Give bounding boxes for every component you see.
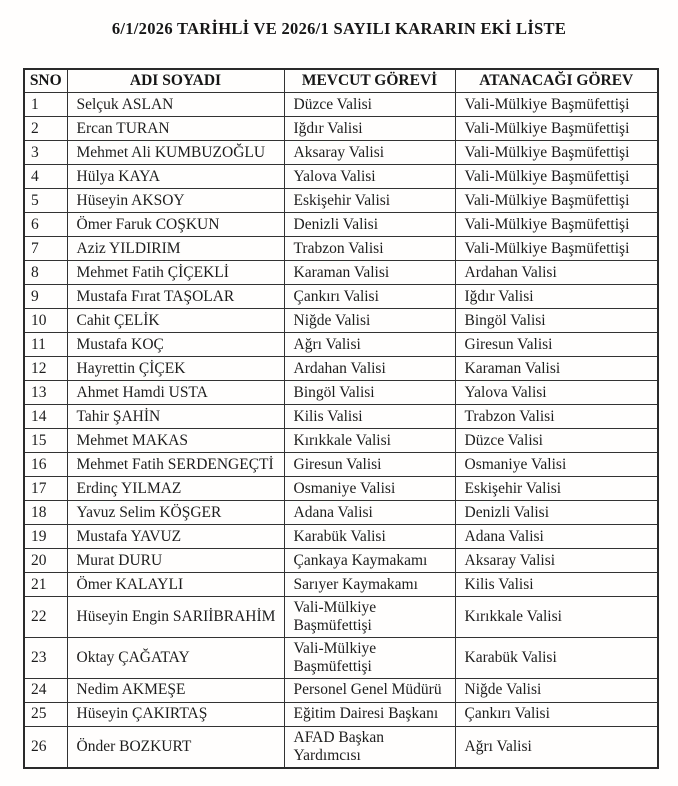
- current-role-cell: Yalova Valisi: [284, 165, 455, 189]
- sno-cell: 22: [24, 597, 67, 638]
- current-role-cell: Ardahan Valisi: [284, 357, 455, 381]
- table-row: [24, 678, 658, 702]
- table-row: [24, 213, 658, 237]
- new-role-cell: Niğde Valisi: [455, 678, 658, 702]
- current-role-cell: Iğdır Valisi: [284, 117, 455, 141]
- current-role-cell: Adana Valisi: [284, 501, 455, 525]
- name-cell: Yavuz Selim KÖŞGER: [67, 501, 284, 525]
- table-row: [24, 726, 658, 767]
- new-role-cell: Ardahan Valisi: [455, 261, 658, 285]
- name-cell: Mehmet Fatih ÇİÇEKLİ: [67, 261, 284, 285]
- name-cell: Önder BOZKURT: [67, 726, 284, 767]
- table-row: [24, 237, 658, 261]
- new-role-cell: Vali-Mülkiye Başmüfettişi: [455, 117, 658, 141]
- name-cell: Ahmet Hamdi USTA: [67, 381, 284, 405]
- table-row: [24, 525, 658, 549]
- table-row: [24, 429, 658, 453]
- current-role-cell: Kırıkkale Valisi: [284, 429, 455, 453]
- new-role-cell: Vali-Mülkiye Başmüfettişi: [455, 213, 658, 237]
- name-cell: Tahir ŞAHİN: [67, 405, 284, 429]
- table-row: [24, 381, 658, 405]
- new-role-cell: Osmaniye Valisi: [455, 453, 658, 477]
- new-role-cell: Kilis Valisi: [455, 573, 658, 597]
- name-cell: Ömer Faruk COŞKUN: [67, 213, 284, 237]
- sno-cell: 15: [24, 429, 67, 453]
- current-role-cell: Aksaray Valisi: [284, 141, 455, 165]
- new-role-cell: Vali-Mülkiye Başmüfettişi: [455, 237, 658, 261]
- name-cell: Aziz YILDIRIM: [67, 237, 284, 261]
- table-row: [24, 285, 658, 309]
- name-cell: Erdinç YILMAZ: [67, 477, 284, 501]
- name-cell: Murat DURU: [67, 549, 284, 573]
- sno-cell: 6: [24, 213, 67, 237]
- table-row: [24, 141, 658, 165]
- sno-cell: 25: [24, 702, 67, 726]
- new-role-cell: Vali-Mülkiye Başmüfettişi: [455, 93, 658, 117]
- current-role-cell: Trabzon Valisi: [284, 237, 455, 261]
- sno-cell: 7: [24, 237, 67, 261]
- current-role-cell: Ağrı Valisi: [284, 333, 455, 357]
- column-header-new-role: ATANACAĞI GÖREV: [455, 69, 658, 93]
- page-title: 6/1/2026 TARİHLİ VE 2026/1 SAYILI KARARIN EKİ LİSTE: [111, 19, 567, 38]
- new-role-cell: Adana Valisi: [455, 525, 658, 549]
- name-cell: Mustafa KOÇ: [67, 333, 284, 357]
- current-role-cell: Düzce Valisi: [284, 93, 455, 117]
- sno-cell: 5: [24, 189, 67, 213]
- current-role-cell: Karabük Valisi: [284, 525, 455, 549]
- name-cell: Mehmet Ali KUMBUZOĞLU: [67, 141, 284, 165]
- name-cell: Mustafa YAVUZ: [67, 525, 284, 549]
- current-role-cell: Kilis Valisi: [284, 405, 455, 429]
- new-role-cell: Vali-Mülkiye Başmüfettişi: [455, 189, 658, 213]
- new-role-cell: Çankırı Valisi: [455, 702, 658, 726]
- table-row: [24, 405, 658, 429]
- name-cell: Mustafa Fırat TAŞOLAR: [67, 285, 284, 309]
- current-role-cell: Çankırı Valisi: [284, 285, 455, 309]
- current-role-cell: Denizli Valisi: [284, 213, 455, 237]
- table-row: [24, 165, 658, 189]
- name-cell: Mehmet Fatih SERDENGEÇTİ: [67, 453, 284, 477]
- column-header-name: ADI SOYADI: [67, 69, 284, 93]
- table-row: [24, 357, 658, 381]
- table-row: [24, 549, 658, 573]
- name-cell: Selçuk ASLAN: [67, 93, 284, 117]
- current-role-cell: Eskişehir Valisi: [284, 189, 455, 213]
- name-cell: Hülya KAYA: [67, 165, 284, 189]
- sno-cell: 26: [24, 726, 67, 767]
- sno-cell: 1: [24, 93, 67, 117]
- sno-cell: 24: [24, 678, 67, 702]
- new-role-cell: Karaman Valisi: [455, 357, 658, 381]
- new-role-cell: Bingöl Valisi: [455, 309, 658, 333]
- sno-cell: 10: [24, 309, 67, 333]
- table-row: [24, 501, 658, 525]
- table-row: [24, 93, 658, 117]
- sno-cell: 23: [24, 637, 67, 678]
- sno-cell: 20: [24, 549, 67, 573]
- new-role-cell: Ağrı Valisi: [455, 726, 658, 767]
- current-role-cell: Giresun Valisi: [284, 453, 455, 477]
- name-cell: Cahit ÇELİK: [67, 309, 284, 333]
- new-role-cell: Giresun Valisi: [455, 333, 658, 357]
- name-cell: Ömer KALAYLI: [67, 573, 284, 597]
- table-header-row: [24, 69, 658, 93]
- current-role-cell: Vali-Mülkiye Başmüfettişi: [284, 637, 455, 678]
- new-role-cell: Karabük Valisi: [455, 637, 658, 678]
- sno-cell: 17: [24, 477, 67, 501]
- column-header-current-role: MEVCUT GÖREVİ: [284, 69, 455, 93]
- name-cell: Ercan TURAN: [67, 117, 284, 141]
- new-role-cell: Vali-Mülkiye Başmüfettişi: [455, 165, 658, 189]
- new-role-cell: Aksaray Valisi: [455, 549, 658, 573]
- name-cell: Hüseyin Engin SARIİBRAHİM: [67, 597, 284, 638]
- new-role-cell: Eskişehir Valisi: [455, 477, 658, 501]
- current-role-cell: AFAD Başkan Yardımcısı: [284, 726, 455, 767]
- new-role-cell: Vali-Mülkiye Başmüfettişi: [455, 141, 658, 165]
- sno-cell: 8: [24, 261, 67, 285]
- sno-cell: 19: [24, 525, 67, 549]
- new-role-cell: Yalova Valisi: [455, 381, 658, 405]
- table-row: [24, 637, 658, 678]
- name-cell: Nedim AKMEŞE: [67, 678, 284, 702]
- sno-cell: 4: [24, 165, 67, 189]
- current-role-cell: Vali-Mülkiye Başmüfettişi: [284, 597, 455, 638]
- table-row: [24, 573, 658, 597]
- name-cell: Oktay ÇAĞATAY: [67, 637, 284, 678]
- current-role-cell: Sarıyer Kaymakamı: [284, 573, 455, 597]
- sno-cell: 3: [24, 141, 67, 165]
- new-role-cell: Iğdır Valisi: [455, 285, 658, 309]
- table-row: [24, 333, 658, 357]
- appointments-table: [23, 68, 659, 769]
- name-cell: Hayrettin ÇİÇEK: [67, 357, 284, 381]
- sno-cell: 18: [24, 501, 67, 525]
- table-row: [24, 261, 658, 285]
- name-cell: Hüseyin ÇAKIRTAŞ: [67, 702, 284, 726]
- current-role-cell: Bingöl Valisi: [284, 381, 455, 405]
- current-role-cell: Niğde Valisi: [284, 309, 455, 333]
- current-role-cell: Eğitim Dairesi Başkanı: [284, 702, 455, 726]
- column-header-sno: SNO: [24, 69, 67, 93]
- table-body: [24, 93, 658, 768]
- current-role-cell: Çankaya Kaymakamı: [284, 549, 455, 573]
- sno-cell: 13: [24, 381, 67, 405]
- sno-cell: 9: [24, 285, 67, 309]
- table-row: [24, 477, 658, 501]
- name-cell: Hüseyin AKSOY: [67, 189, 284, 213]
- sno-cell: 21: [24, 573, 67, 597]
- table-row: [24, 117, 658, 141]
- new-role-cell: Trabzon Valisi: [455, 405, 658, 429]
- current-role-cell: Osmaniye Valisi: [284, 477, 455, 501]
- current-role-cell: Karaman Valisi: [284, 261, 455, 285]
- sno-cell: 11: [24, 333, 67, 357]
- sno-cell: 12: [24, 357, 67, 381]
- sno-cell: 2: [24, 117, 67, 141]
- table-row: [24, 702, 658, 726]
- current-role-cell: Personel Genel Müdürü: [284, 678, 455, 702]
- table-row: [24, 597, 658, 638]
- table-row: [24, 453, 658, 477]
- name-cell: Mehmet MAKAS: [67, 429, 284, 453]
- table-row: [24, 309, 658, 333]
- sno-cell: 16: [24, 453, 67, 477]
- table-row: [24, 189, 658, 213]
- new-role-cell: Düzce Valisi: [455, 429, 658, 453]
- sno-cell: 14: [24, 405, 67, 429]
- new-role-cell: Kırıkkale Valisi: [455, 597, 658, 638]
- new-role-cell: Denizli Valisi: [455, 501, 658, 525]
